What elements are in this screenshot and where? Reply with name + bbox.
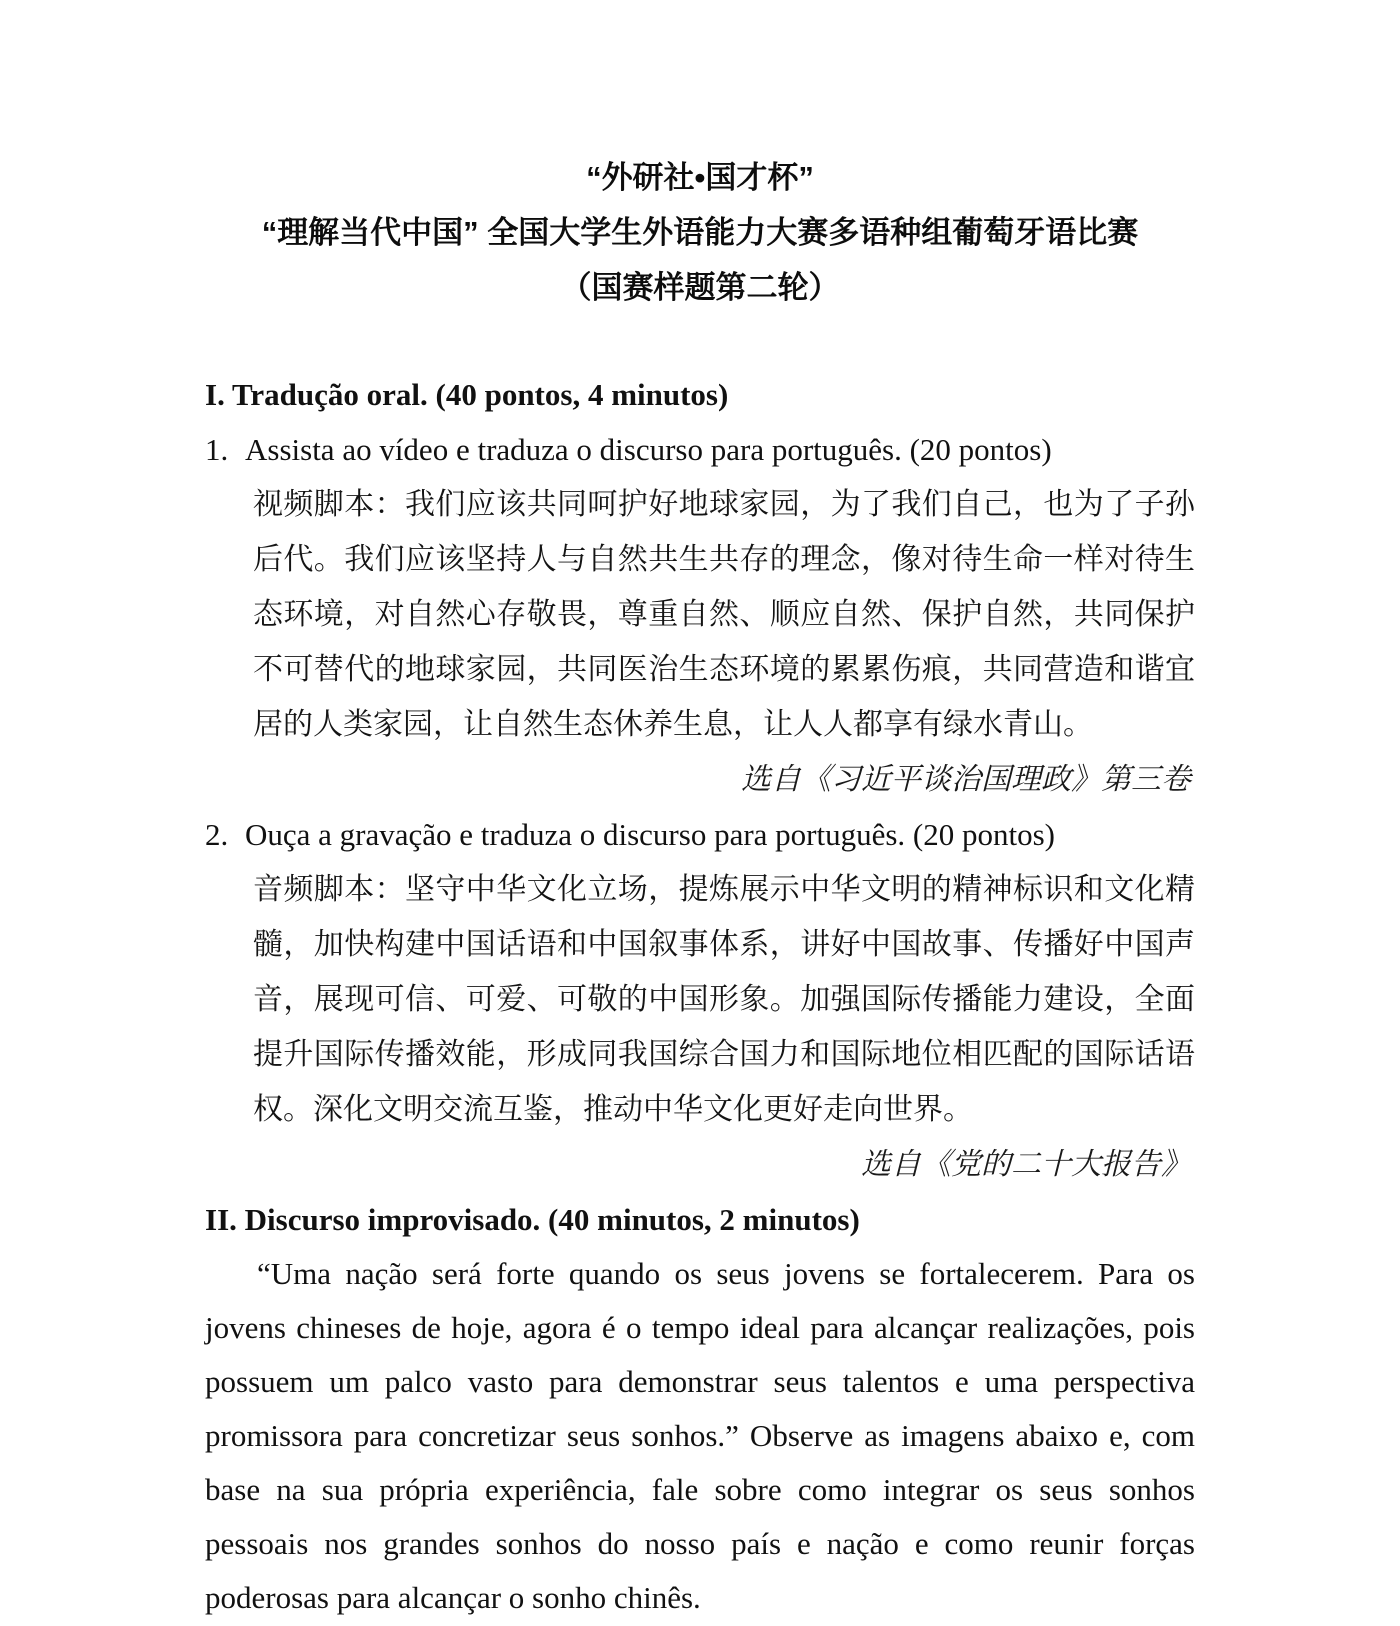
task-item-1-instruction: Assista ao vídeo e traduza o discurso para português. (20 pontos): [245, 432, 1052, 467]
task-item-2-number: 2.: [205, 817, 229, 852]
task-item-1: [205, 422, 1195, 477]
title-line-1: “外研社•国才杯”: [586, 160, 814, 195]
audio-script-text: 音频脚本：坚守中华文化立场，提炼展示中华文明的精神标识和文化精髓，加快构建中国话语和中国叙事体系，讲好中国故事、传播好中国声音，展现可信、可爱、可敬的中国形象。加强国际传播能力建设，全面提升国际传播效能，形成同我国综合国力和国际地位相匹配的国际话语权。深化文明交流互鉴，推动中华文化更好走向世界。: [253, 873, 1195, 1126]
source-attribution-1: 选自《习近平谈治国理政》第三卷: [741, 763, 1191, 796]
video-script-text: 视频脚本：我们应该共同呵护好地球家园，为了我们自己，也为了子孙后代。我们应该坚持人与自然共生共存的理念，像对待生命一样对待生态环境，对自然心存敬畏，尊重自然、顺应自然、保护自然，共同保护不可替代的地球家园，共同医治生态环境的累累伤痕，共同营造和谐宜居的人类家园，让自然生态休养生息，让人人都享有绿水青山。: [253, 488, 1195, 741]
source-attribution-2: 选自《党的二十大报告》: [861, 1148, 1191, 1181]
section-1-heading: I. Tradução oral. (40 pontos, 4 minutos): [205, 377, 729, 412]
section-2-heading: II. Discurso improvisado. (40 minutos, 2 minutos): [205, 1202, 860, 1237]
title-line-2: “理解当代中国” 全国大学生外语能力大赛多语种组葡萄牙语比赛: [261, 215, 1139, 250]
title-line-3: （国赛样题第二轮）: [560, 270, 840, 305]
task-item-2-instruction: Ouça a gravação e traduza o discurso para português. (20 pontos): [245, 817, 1055, 852]
improvised-speech-prompt: “Uma nação será forte quando os seus jovens se fortalecerem. Para os jovens chineses de hoje, agora é o tempo ideal para alcançar realizações, pois possuem um palco vasto para demonstrar seus talentos e uma perspectiva promissora para concretizar seus sonhos.” Observe as imagens abaixo e, com base na sua própria experiência, fale sobre como integrar os seus sonhos pessoais nos grandes sonhos do nosso país e nação e como reunir forças poderosas para alcançar o sonho chinês.: [205, 1256, 1195, 1615]
task-item-2: [205, 807, 1195, 862]
document-title: [205, 150, 1195, 315]
task-item-1-number: 1.: [205, 432, 229, 467]
